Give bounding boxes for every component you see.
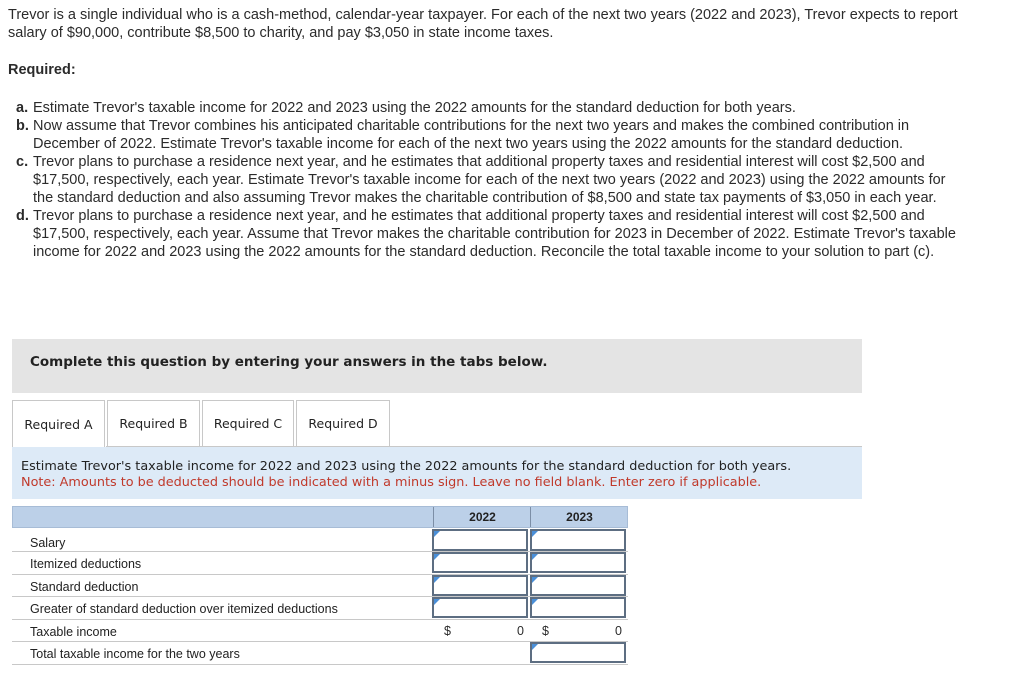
part-d [16, 207, 956, 261]
answer-table [12, 506, 628, 665]
tab-instructions [12, 447, 862, 499]
row-label: Taxable income [30, 624, 117, 639]
currency-symbol: $ [542, 623, 549, 638]
currency-symbol: $ [444, 623, 451, 638]
part-letter: c. [16, 154, 29, 170]
greater-deduction-2023-input[interactable] [530, 597, 626, 618]
required-parts-list [16, 99, 956, 261]
salary-2022-input[interactable] [432, 529, 528, 551]
part-text: Estimate Trevor's taxable income for 2022 and 2023 using the 2022 amounts for the standard deduction for both years. [33, 100, 796, 116]
column-header-2022: 2022 [433, 507, 531, 527]
part-text: Trevor plans to purchase a residence next year, and he estimates that additional property taxes and residential interest will cost $2,500 and $17,500, respectively, each year. Estimate Trevor's taxable income for each of the next two years (2022 and 2023) using the 2022 amounts for the standard deduction and also assuming Trevor makes the charitable contribution of $8,500 and state tax payments of $3,050 in each year. [33, 154, 946, 206]
instruction-note: Note: Amounts to be deducted should be indicated with a minus sign. Leave no field blank. Enter zero if applicable. [21, 475, 762, 490]
itemized-deductions-2023-input[interactable] [530, 552, 626, 573]
table-row-itemized-deductions [12, 552, 628, 575]
standard-deduction-2023-input[interactable] [530, 575, 626, 596]
instruction-text: Estimate Trevor's taxable income for 2022 and 2023 using the 2022 amounts for the standard deduction for both years. [21, 459, 792, 474]
taxable-income-2022-value [432, 620, 528, 641]
required-heading: Required: [8, 62, 76, 78]
part-letter: d. [16, 208, 29, 224]
tab-required-d[interactable]: Required D [296, 400, 390, 446]
total-taxable-income-input[interactable] [530, 642, 626, 663]
tab-required-b[interactable]: Required B [107, 400, 200, 446]
row-label: Total taxable income for the two years [30, 647, 240, 661]
tab-bar [12, 400, 392, 447]
table-row-total-taxable-income [12, 642, 628, 665]
table-header [12, 506, 628, 528]
row-label: Greater of standard deduction over itemized deductions [30, 602, 338, 616]
row-label: Standard deduction [30, 579, 139, 594]
part-letter: b. [16, 118, 29, 134]
row-label: Itemized deductions [30, 557, 142, 571]
salary-2023-input[interactable] [530, 529, 626, 551]
tab-required-c[interactable]: Required C [202, 400, 294, 446]
taxable-income-2023: 0 [615, 623, 622, 638]
part-text: Trevor plans to purchase a residence next year, and he estimates that additional property taxes and residential interest will cost $2,500 and $17,500, respectively, each year. Assume that Trevor makes the charitable contribution for 2023 in December of 2022. Estimate Trevor's taxable income for 2022 and 2023 using the 2022 amounts for the standard deduction. Reconcile the total taxable income to your solution to part (c). [33, 208, 956, 260]
taxable-income-2023-value [530, 620, 626, 641]
table-row-taxable-income [12, 620, 628, 643]
part-text: Now assume that Trevor combines his anticipated charitable contributions for the next two years and makes the combined contribution in December of 2022. Estimate Trevor's taxable income for each of the next two years using the 2022 amounts for the standard deduction. [33, 118, 910, 152]
row-label: Salary [30, 536, 66, 550]
part-b [16, 117, 956, 153]
column-header-2023: 2023 [530, 507, 628, 527]
part-letter: a. [16, 100, 29, 116]
part-a [16, 99, 956, 117]
greater-deduction-2022-input[interactable] [432, 597, 528, 618]
instructions-banner [12, 339, 862, 393]
table-row-greater-deduction [12, 597, 628, 620]
problem-intro: Trevor is a single individual who is a cash-method, calendar-year taxpayer. For each of the next two years (2022 and 2023), Trevor expects to report salary of $90,000, contribute $8,500 to charity, and pay $3,050 in state income taxes. [8, 7, 958, 41]
table-row-standard-deduction [12, 575, 628, 598]
taxable-income-2022: 0 [517, 623, 524, 638]
part-c [16, 153, 956, 207]
banner-text: Complete this question by entering your answers in the tabs below. [30, 354, 548, 370]
itemized-deductions-2022-input[interactable] [432, 552, 528, 573]
table-row-salary [12, 528, 628, 552]
standard-deduction-2022-input[interactable] [432, 575, 528, 596]
tab-required-a[interactable]: Required A [12, 400, 105, 447]
